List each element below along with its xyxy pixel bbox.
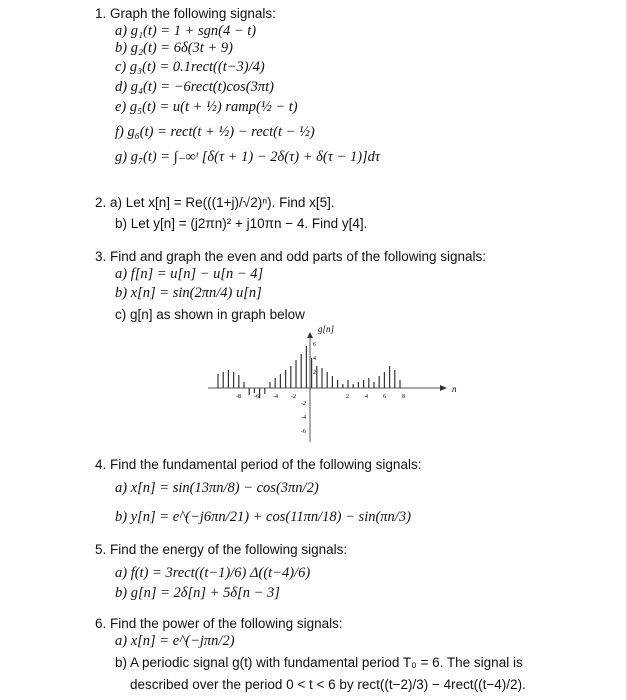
y-tick-label: -4 (301, 415, 306, 421)
q6-item-b-continued: described over the period 0 < t < 6 by rect((t−2)/3) − 4rect((t−4)/2). (130, 677, 526, 692)
y-tick-label: 6 (313, 342, 316, 348)
x-tick-label: 4 (365, 394, 368, 400)
x-tick-label: -8 (236, 394, 241, 400)
q6-item-b: b) A periodic signal g(t) with fundamental period T₀ = 6. The signal is (115, 655, 523, 670)
q3-item-c: c) g[n] as shown in graph below (115, 307, 305, 322)
x-axis-arrow-icon (440, 385, 447, 391)
q1-item-e: e) g₅(t) = u(t + ½) ramp(½ − t) (115, 99, 298, 115)
question-5-title: 5. Find the energy of the following signals: (95, 542, 348, 557)
x-tick-label: -2 (291, 394, 296, 400)
question-1-title: 1. Graph the following signals: (95, 6, 276, 21)
q4-item-a: a) x[n] = sin(13πn/8) − cos(3πn/2) (115, 480, 319, 496)
x-tick-label: -6 (254, 394, 259, 400)
q3-item-b: b) x[n] = sin(2πn/4) u[n] (115, 285, 262, 301)
question-3-title: 3. Find and graph the even and odd parts of the following signals: (95, 249, 487, 264)
q2-item-b: b) Let y[n] = (j2πn)² + j10πn − 4. Find y[4]. (115, 216, 368, 231)
x-tick-label: 6 (383, 394, 386, 400)
x-tick-label: 2 (346, 394, 349, 400)
q1-item-b: b) g₂(t) = 6δ(3t + 9) (115, 40, 233, 56)
y-tick-label: 2 (313, 370, 316, 376)
y-tick-label: -6 (301, 429, 306, 435)
y-axis-label: g[n] (318, 324, 335, 334)
q2-item-a: 2. a) Let x[n] = Re(((1+j)/√2)ⁿ). Find x[5]. (95, 195, 335, 210)
stems (218, 346, 400, 398)
q6-item-a: a) x[n] = e^(−jπn/2) (115, 633, 235, 649)
q5-item-b: b) g[n] = 2δ[n] + 5δ[n − 3] (115, 585, 280, 601)
q1-item-f: f) g₆(t) = rect(t + ½) − rect(t − ½) (115, 124, 315, 140)
x-tick-label: -4 (273, 394, 278, 400)
x-axis-label: n (452, 384, 457, 394)
q3-item-a: a) f[n] = u[n] − u[n − 4] (115, 266, 264, 282)
q1-item-a: a) g₁(t) = 1 + sgn(4 − t) (115, 23, 257, 39)
y-tick-label: -2 (301, 401, 306, 407)
question-6-title: 6. Find the power of the following signals: (95, 616, 343, 631)
stem-plot (200, 322, 460, 444)
q1-item-g: g) g₇(t) = ∫₋∞ᵗ [δ(τ + 1) − 2δ(τ) + δ(τ − 1)]dτ (115, 149, 381, 165)
q5-item-a: a) f(t) = 3rect((t−1)/6) Δ((t−4)/6) (115, 565, 311, 581)
question-4-title: 4. Find the fundamental period of the following signals: (95, 457, 422, 472)
q1-item-c: c) g₃(t) = 0.1rect((t−3)/4) (115, 59, 265, 75)
q1-item-d: d) g₄(t) = −6rect(t)cos(3πt) (115, 79, 274, 95)
y-axis-arrow-icon (307, 332, 313, 338)
x-tick-label: 8 (402, 394, 405, 400)
y-tick-label: 4 (313, 356, 316, 362)
q4-item-b: b) y[n] = e^(−j6πn/21) + cos(11πn/18) − sin(πn/3) (115, 509, 411, 525)
